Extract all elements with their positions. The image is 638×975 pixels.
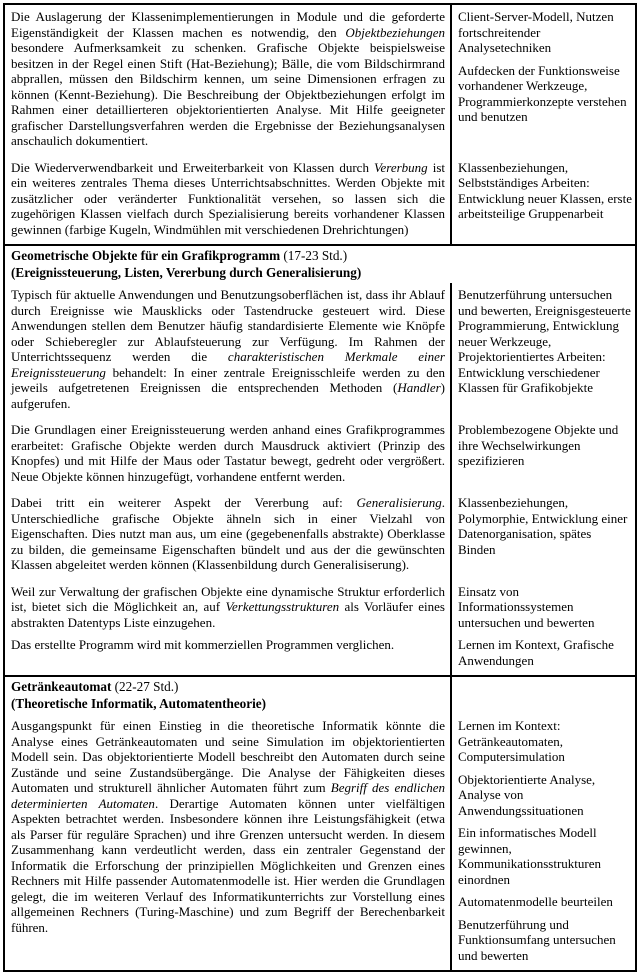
- keyword-note: Automatenmodelle beurteilen: [458, 894, 613, 909]
- table-row: [4, 156, 636, 246]
- table-row: [4, 491, 636, 580]
- paragraph: Dabei tritt ein weiterer Aspekt der Vererbung auf: Generalisierung. Unterschiedliche grafische Objekte ähneln sich in einer Vielzahl von Eigenschaften. Dies nutzt man aus, um eine (gegebenenfalls abstrakte) Oberklasse zu bilden, die gemeinsame Eigenschaften bündelt und aus der die gewünschten Klassen abgeleitet werden können (Klassenbildung durch Generalisiserung).: [11, 495, 445, 572]
- keywords-cell: [451, 580, 636, 677]
- table-row: [4, 245, 636, 283]
- keyword-note: Klassenbeziehungen, Polymorphie, Entwicklung einer Datenorganisation, spätes Binden: [458, 495, 628, 557]
- paragraph: Typisch für aktuelle Anwendungen und Benutzungsoberflächen ist, dass ihr Ablauf durch Ereignisse wie Mausklicks oder Tastendrucke gesteuert wird. Diese Anwendungen stellen dem Benutzer häufig standardisierte Elemente wie Knöpfe oder Schieberegler zur Ablaufsteuerung zur Verfügung. Im Rahmen der Unterrichtssequenz werden die charakteristischen Merkmale einer Ereignissteuerung behandelt: In einer zentrale Ereignisschleife werden zu den jeweils aufgetretenen Ereignissen die entsprechenden Methoden (Handler) aufgerufen.: [11, 287, 445, 411]
- paragraph: Die Grundlagen einer Ereignissteuerung werden anhand eines Grafikprogrammes erarbeitet: Grafische Objekte werden durch Mausdruck aktiviert (Prinzip des Knopfes) und mit Hilfe der Maus oder Tastatur bewegt, gedreht oder vergrößert. Neue Objekte können hinzugefügt, vorhandene entfernt werden.: [11, 422, 445, 484]
- section-header: [4, 676, 451, 714]
- keyword-note: Einsatz von Informationssystemen untersuchen und bewerten: [458, 583, 595, 630]
- paragraph: Das erstellte Programm wird mit kommerziellen Programmen verglichen.: [11, 637, 395, 652]
- keyword-note: Benutzerführung und Funktionsumfang untersuchen und bewerten: [458, 916, 616, 963]
- keyword-note: Klassenbeziehungen, Selbstständiges Arbeiten: Entwicklung neuer Klassen, erste arbeitsteilige Gruppenarbeit: [458, 159, 633, 221]
- section-title: Geometrische Objekte für ein Grafikprogramm (17-23 Std.): [11, 248, 348, 263]
- keywords-cell: [451, 4, 636, 156]
- keywords-cell: [451, 418, 636, 491]
- paragraph: Die Auslagerung der Klassenimplementierungen in Module und die geforderte Eigenständigkeit der Klassen machen es notwendig, den Objektbeziehungen besondere Aufmerksamkeit zu schenken. Grafische Objekte beispielsweise besitzen in der Regel einen Stift (Hat-Beziehung); Bälle, die vom Bildschirmrand abprallen, müssen den Bildschirm kennen, um seine Dimensionen erfragen zu können (Kennt-Beziehung). Die Beschreibung der Objektbeziehungen erfolgt im Rahmen einer detaillierteren objektorientierten Analyse. Mit Hilfe geeigneter grafischer Darstellungsverfahren werden die Ergebnisse der Beziehungsanalysen anschaulich dokumentiert.: [11, 9, 445, 148]
- section-subtitle: (Theoretische Informatik, Automatentheorie): [11, 695, 267, 711]
- main-text-cell: [4, 714, 451, 971]
- section-title: Getränkeautomat (22-27 Std.): [11, 679, 179, 694]
- table-row: [4, 283, 636, 418]
- main-text-cell: [4, 156, 451, 246]
- table-row: [4, 714, 636, 971]
- paragraph: Die Wiederverwendbarkeit und Erweiterbarkeit von Klassen durch Vererbung ist ein weiteres zentrales Thema dieses Unterrichtsabschnittes. Werden Objekte mit zusätzlicher oder veränderter Funktionalität versehen, so lassen sich die zugehörigen Klassen vielfach durch Spezialisierung bereits vorhandener Klassen gewinnen (farbige Kugeln, Windmühlen mit verschiedenen Drehrichtungen): [11, 159, 445, 237]
- keywords-cell: [451, 714, 636, 971]
- table-row: [4, 4, 636, 156]
- keyword-note: Ein informatisches Modell gewinnen, Kommunikationsstrukturen einordnen: [458, 825, 601, 887]
- curriculum-table: [3, 3, 637, 972]
- keyword-note: Objektorientierte Analyse, Analyse von Anwendungssituationen: [458, 771, 596, 818]
- main-text-cell: [4, 418, 451, 491]
- table-row: [4, 676, 636, 714]
- main-text-cell: [4, 491, 451, 580]
- main-text-cell: [4, 283, 451, 418]
- table-row: [4, 418, 636, 491]
- keyword-note: Lernen im Kontext, Grafische Anwendungen: [458, 637, 614, 668]
- keywords-cell: [451, 491, 636, 580]
- section-header: [4, 245, 636, 283]
- section-subtitle: (Ereignissteuerung, Listen, Vererbung durch Generalisierung): [11, 264, 362, 280]
- main-text-cell: [4, 4, 451, 156]
- keywords-cell: [451, 156, 636, 246]
- keywords-cell: [451, 283, 636, 418]
- keywords-cell-empty: [451, 676, 636, 714]
- keyword-note: Client-Server-Modell, Nutzen fortschreitender Analysetechniken: [458, 9, 614, 55]
- table-row: [4, 580, 636, 677]
- keyword-note: Aufdecken der Funktionsweise vorhandener Werkzeuge, Programmierkonzepte verstehen und benutzen: [458, 62, 627, 124]
- keyword-note: Benutzerführung untersuchen und bewerten, Ereignisgesteuerte Programmierung, Entwicklung neuer Werkzeuge, Projektorientiertes Arbeiten: Entwicklung verschiedener Klassen für Grafikobjekte: [458, 287, 631, 395]
- main-text-cell: [4, 580, 451, 677]
- keyword-note: Problembezogene Objekte und ihre Wechselwirkungen spezifizieren: [458, 422, 619, 468]
- paragraph: Ausgangspunkt für einen Einstieg in die theoretische Informatik könnte die Analyse eines Getränkeautomaten und seine Simulation im objektorientierten Modell sein. Das objektorientierte Modell beschreibt den Automaten durch seine Zustände und seine Zustandsübergänge. Die Analyse der Fähigkeiten dieses Automaten und strukturell ähnlicher Automaten führt zum Begriff des endlichen determinierten Automaten. Derartige Automaten können unter vielfältigen Aspekten betrachtet werden. Insbesondere können ihre Leistungsfähigkeit (etwa als Parser für reguläre Sprachen) und ihre Grenzen untersucht werden. In diesem Zusammenhang kann verdeutlicht werden, dass ein zentraler Gegenstand der Informatik die Erforschung der prinzipiellen Möglichkeiten und Grenzen eines Rechners mit Hilfe passender Automatenmodelle ist. Hier werden die Grundlagen gelegt, die im weiteren Verlauf des Informatikunterrichts zur Vorstellung eines allgemeinen Rechners (Turing-Maschine) und zum Begriff der Berechenbarkeit führen.: [11, 718, 446, 935]
- paragraph: Weil zur Verwaltung der grafischen Objekte eine dynamische Struktur erforderlich ist, bietet sich die Möglichkeit an, auf Verkettungsstrukturen als Vorläufer eines abstrakten Datentyps Liste einzugehen.: [11, 583, 445, 630]
- keyword-note: Lernen im Kontext: Getränkeautomaten, Computersimulation: [458, 718, 565, 764]
